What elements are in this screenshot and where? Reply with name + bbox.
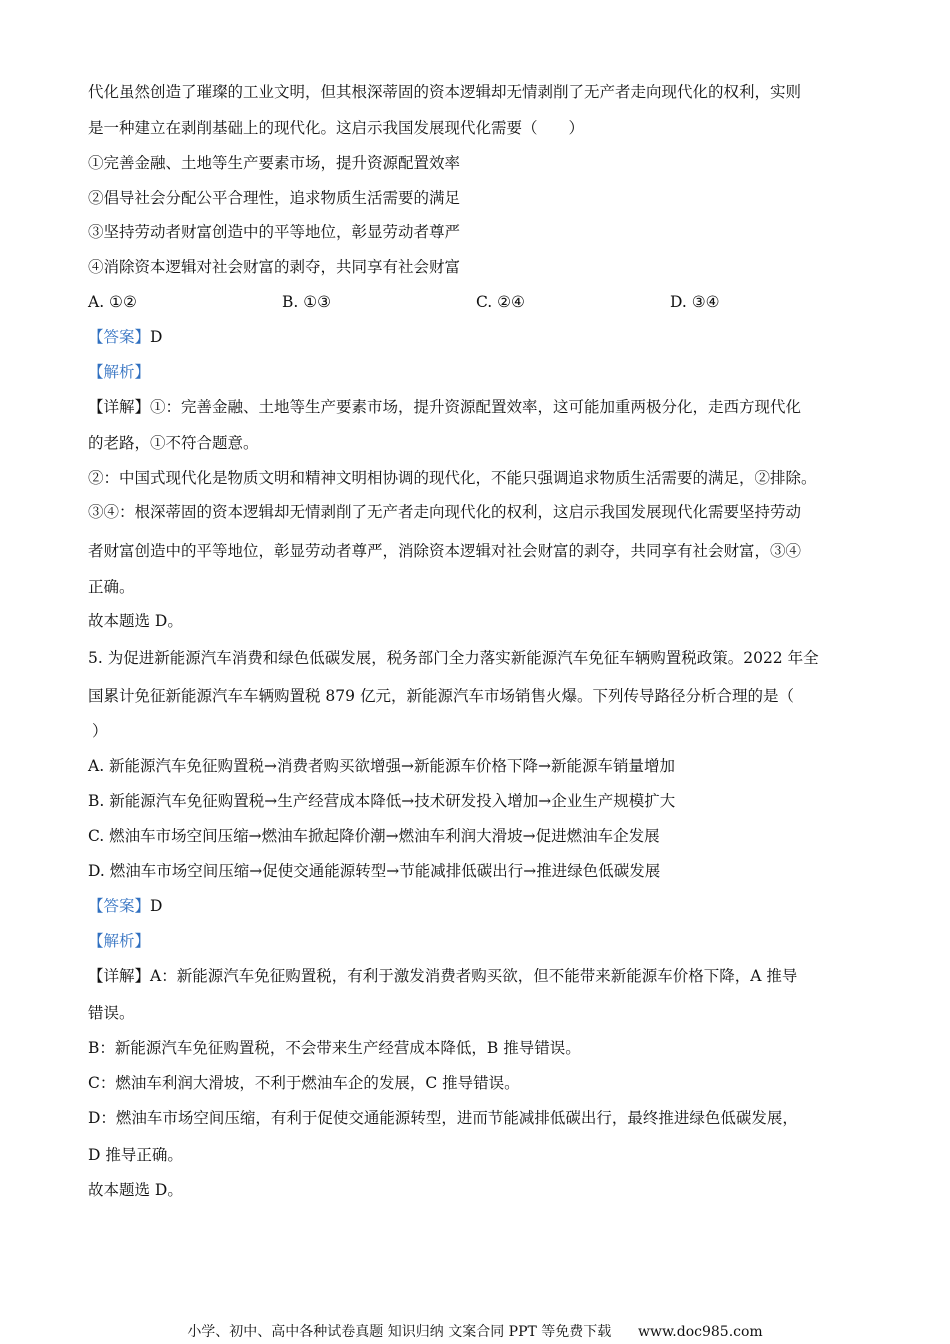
q4-item-2: ②倡导社会分配公平合理性，追求物质生活需要的满足: [88, 189, 461, 207]
q5-analysis-tag: 【解析】: [88, 932, 151, 950]
q5-stem-line-1: 5. 为促进新能源汽车消费和绿色低碳发展，税务部门全力落实新能源汽车免征车辆购置税政策。2022 年全: [88, 649, 819, 667]
q5-conclusion: 故本题选 D。: [88, 1181, 183, 1199]
q4-option-d: D. ③④: [670, 293, 720, 311]
q4-answer: [88, 327, 162, 347]
q4-option-b: B. ①③: [282, 293, 332, 311]
q4-detail-line-2: 的老路，①不符合题意。: [88, 434, 259, 452]
q4-option-c: C. ②④: [476, 293, 525, 311]
q5-option-b: B. 新能源汽车免征购置税→生产经营成本降低→技术研发投入增加→企业生产规模扩大: [88, 792, 676, 810]
q5-detail-line-5: D：燃油车市场空间压缩，有利于促使交通能源转型，进而节能减排低碳出行，最终推进绿色低碳发展，: [88, 1109, 798, 1127]
q5-answer-tag: 【答案】: [88, 897, 151, 915]
q4-answer-value: D: [150, 328, 163, 346]
q5-stem-line-3: ）: [92, 722, 108, 740]
q4-conclusion: 故本题选 D。: [88, 612, 183, 630]
q4-option-a: A. ①②: [88, 293, 137, 311]
page-footer: [0, 1323, 950, 1341]
q5-detail-line-6: D 推导正确。: [88, 1146, 183, 1164]
q4-detail-line-5: 者财富创造中的平等地位，彰显劳动者尊严，消除资本逻辑对社会财富的剥夺，共同享有社会财富，③④: [88, 542, 802, 560]
q4-item-3: ③坚持劳动者财富创造中的平等地位，彰显劳动者尊严: [88, 223, 461, 241]
q4-item-1: ①完善金融、土地等生产要素市场，提升资源配置效率: [88, 154, 461, 172]
q4-item-4: ④消除资本逻辑对社会财富的剥夺，共同享有社会财富: [88, 258, 461, 276]
q5-detail-line-4: C：燃油车利润大滑坡，不利于燃油车企的发展，C 推导错误。: [88, 1074, 520, 1092]
q5-detail-tag: 【详解】: [88, 967, 151, 985]
q4-analysis-tag: 【解析】: [88, 363, 151, 381]
q4-detail-text-1: ①：完善金融、土地等生产要素市场，提升资源配置效率，这可能加重两极分化，走西方现代化: [150, 398, 802, 416]
q4-detail-line-3: ②：中国式现代化是物质文明和精神文明相协调的现代化，不能只强调追求物质生活需要的满足，②排除。: [88, 469, 817, 487]
q5-answer: [88, 896, 162, 916]
q4-answer-tag: 【答案】: [88, 328, 151, 346]
footer-url[interactable]: www.doc985.com: [638, 1324, 763, 1340]
q5-stem-line-2: 国累计免征新能源汽车车辆购置税 879 亿元，新能源汽车市场销售火爆。下列传导路径分析合理的是（: [88, 687, 794, 705]
q5-option-d: D. 燃油车市场空间压缩→促使交通能源转型→节能减排低碳出行→推进绿色低碳发展: [88, 862, 661, 880]
q5-detail-text-1: A：新能源汽车免征购置税，有利于激发消费者购买欲，但不能带来新能源车价格下降，A 推导: [150, 967, 798, 985]
footer-text: 小学、初中、高中各种试卷真题 知识归纳 文案合同 PPT 等免费下载: [187, 1324, 612, 1340]
q4-detail-line-1: [88, 397, 801, 417]
q5-detail-line-3: B：新能源汽车免征购置税，不会带来生产经营成本降低，B 推导错误。: [88, 1039, 581, 1057]
q4-detail-tag: 【详解】: [88, 398, 151, 416]
q4-detail-line-4: ③④：根深蒂固的资本逻辑却无情剥削了无产者走向现代化的权利，这启示我国发展现代化需要坚持劳动: [88, 503, 802, 521]
q5-answer-value: D: [150, 897, 163, 915]
q5-detail-line-2: 错误。: [88, 1004, 135, 1022]
q4-stem-line-1: 代化虽然创造了璀璨的工业文明，但其根深蒂固的资本逻辑却无情剥削了无产者走向现代化的权利，实则: [88, 83, 802, 101]
q4-stem-line-2: 是一种建立在剥削基础上的现代化。这启示我国发展现代化需要（ ）: [88, 119, 585, 137]
q5-detail-line-1: [88, 966, 797, 986]
q4-detail-line-6: 正确。: [88, 578, 135, 596]
q5-option-a: A. 新能源汽车免征购置税→消费者购买欲增强→新能源车价格下降→新能源车销量增加: [88, 757, 676, 775]
q5-option-c: C. 燃油车市场空间压缩→燃油车掀起降价潮→燃油车利润大滑坡→促进燃油车企发展: [88, 827, 660, 845]
